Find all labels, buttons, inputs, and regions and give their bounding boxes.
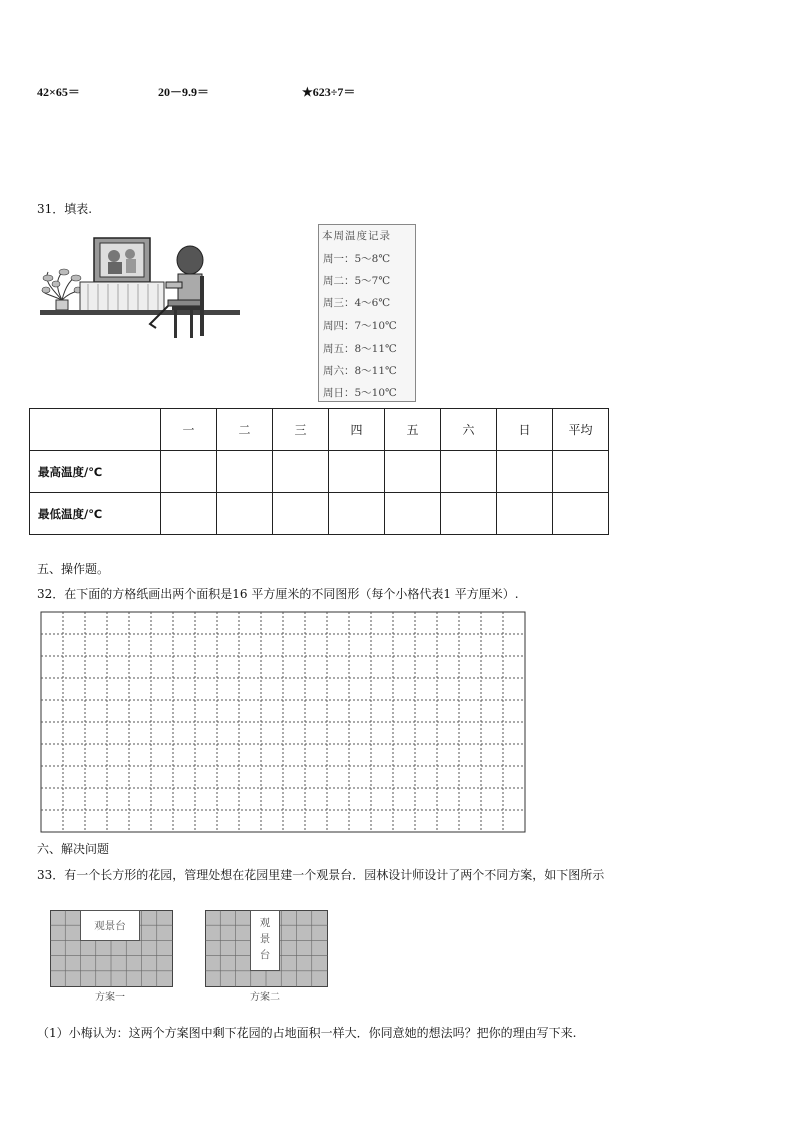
section-6-heading: 六、解决问题 xyxy=(37,842,110,856)
header-thu: 四 xyxy=(329,409,385,451)
answer-cell[interactable] xyxy=(329,493,385,535)
table-row xyxy=(30,451,609,493)
header-wed: 三 xyxy=(273,409,329,451)
question-33-text: 33．有一个长方形的花园，管理处想在花园里建一个观景台．园林设计师设计了两个不同方案，如下图所示 xyxy=(37,868,605,882)
answer-cell[interactable] xyxy=(273,451,329,493)
temperature-record-thu: 周四：7～10℃ xyxy=(323,320,397,332)
temperature-record-mon: 周一：5～8℃ xyxy=(323,253,391,265)
answer-cell[interactable] xyxy=(273,493,329,535)
answer-cell[interactable] xyxy=(217,451,273,493)
view-char-1: 观 xyxy=(259,917,271,929)
answer-cell[interactable] xyxy=(553,493,609,535)
header-mon: 一 xyxy=(161,409,217,451)
plan-one-label: 方案一 xyxy=(95,992,125,1003)
temperature-fill-table xyxy=(29,408,609,535)
temperature-record-sat: 周六：8～11℃ xyxy=(323,365,397,377)
answer-cell[interactable] xyxy=(441,451,497,493)
answer-cell[interactable] xyxy=(553,451,609,493)
table-corner-cell xyxy=(30,409,161,451)
calc-1: 42×65＝ xyxy=(37,85,80,99)
boy-watching-tv-illustration xyxy=(40,232,240,344)
temperature-record-wed: 周三：4～6℃ xyxy=(323,297,391,309)
question-31-title: 31．填表. xyxy=(37,202,93,216)
row-label-min-temp: 最低温度/℃ xyxy=(30,493,161,535)
calc-2: 20－9.9＝ xyxy=(158,85,210,99)
view-char-3: 台 xyxy=(259,949,271,961)
plan-two-label: 方案二 xyxy=(250,992,280,1003)
header-average: 平均 xyxy=(553,409,609,451)
answer-cell[interactable] xyxy=(161,451,217,493)
temperature-record-fri: 周五：8～11℃ xyxy=(323,343,397,355)
header-sat: 六 xyxy=(441,409,497,451)
question-33-sub-1: （1）小梅认为：这两个方案图中剩下花园的占地面积一样大．你同意她的想法吗？把你的理由写下来. xyxy=(37,1026,577,1040)
temperature-record-tue: 周二：5～7℃ xyxy=(323,275,391,287)
plan-two-diagram xyxy=(205,910,329,992)
square-grid-paper[interactable] xyxy=(40,611,528,838)
question-32-text: 32．在下面的方格纸画出两个面积是16 平方厘米的不同图形（每个小格代表1 平方厘米）. xyxy=(37,587,519,601)
answer-cell[interactable] xyxy=(497,493,553,535)
row-label-max-temp: 最高温度/℃ xyxy=(30,451,161,493)
viewing-platform-plan-one: 观景台 xyxy=(80,910,140,941)
view-char-2: 景 xyxy=(259,933,271,945)
answer-cell[interactable] xyxy=(217,493,273,535)
answer-cell[interactable] xyxy=(329,451,385,493)
answer-cell[interactable] xyxy=(441,493,497,535)
header-tue: 二 xyxy=(217,409,273,451)
answer-cell[interactable] xyxy=(497,451,553,493)
section-5-heading: 五、操作题。 xyxy=(37,562,110,576)
table-row xyxy=(30,493,609,535)
table-header-row xyxy=(30,409,609,451)
answer-cell[interactable] xyxy=(385,493,441,535)
calc-3: ★623÷7＝ xyxy=(302,85,356,99)
answer-cell[interactable] xyxy=(161,493,217,535)
header-fri: 五 xyxy=(385,409,441,451)
temperature-record-sun: 周日：5～10℃ xyxy=(323,387,397,399)
temperature-card-title: 本周温度记录 xyxy=(322,230,391,242)
viewing-platform-plan-two xyxy=(250,910,280,971)
weekly-temperature-card xyxy=(318,224,416,402)
answer-cell[interactable] xyxy=(385,451,441,493)
plan-one-diagram xyxy=(50,910,174,992)
header-sun: 日 xyxy=(497,409,553,451)
